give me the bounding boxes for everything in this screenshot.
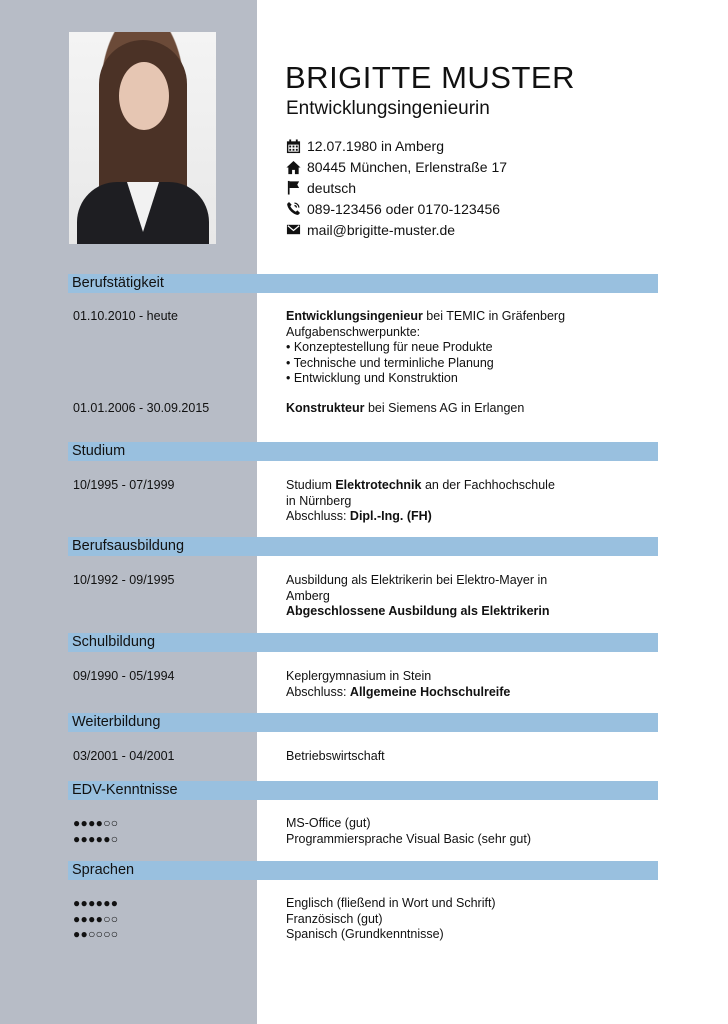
entry-body (286, 573, 550, 620)
contact-address-text: 80445 München, Erlenstraße 17 (307, 159, 508, 176)
language-list (286, 896, 496, 943)
section-schulbildung (68, 633, 658, 652)
section-title: Weiterbildung (72, 714, 161, 730)
section-title: Berufsausbildung (72, 538, 185, 554)
entry-text: Abschluss: (286, 684, 350, 699)
entry-employer: bei Siemens AG in Erlangen (364, 401, 525, 415)
contact-birth (285, 136, 507, 157)
contact-address (285, 157, 507, 178)
rating-dots: ●●●●○○ (73, 911, 119, 926)
section-title: Berufstätigkeit (72, 275, 164, 291)
section-edv (68, 781, 658, 800)
entry-focus-label: Aufgabenschwerpunkte: (286, 324, 421, 339)
entry-degree: Abgeschlossene Ausbildung als Elektrikerin (286, 604, 550, 619)
entry-location: Amberg (286, 588, 330, 603)
entry-text: Abschluss: (286, 509, 350, 524)
calendar-icon (285, 138, 301, 154)
section-sprachen (68, 861, 658, 880)
entry-date: 03/2001 - 04/2001 (73, 749, 175, 763)
contact-phone (285, 198, 507, 219)
skill-ratings (73, 816, 118, 847)
section-title: EDV-Kenntnisse (72, 782, 178, 798)
list-item: • Konzeptestellung für neue Produkte (286, 340, 493, 355)
section-weiterbildung (68, 713, 658, 732)
entry-date: 10/1995 - 07/1999 (73, 478, 175, 492)
entry-body (286, 478, 555, 525)
rating-dots: ●●○○○○ (73, 927, 119, 942)
list-item: Französisch (gut) (286, 911, 383, 926)
home-icon (285, 159, 301, 175)
list-item: Englisch (fließend in Wort und Schrift) (286, 896, 496, 910)
entry-text: Betriebswirtschaft (286, 749, 385, 763)
rating-dots: ●●●●○○ (73, 816, 119, 830)
list-item: Spanisch (Grundkenntnisse) (286, 927, 444, 942)
contact-nationality-text: deutsch (307, 179, 357, 196)
entry-text: Keplergymnasium in Stein (286, 669, 432, 683)
section-berufsausbildung (68, 537, 658, 556)
list-item: MS-Office (gut) (286, 816, 371, 830)
person-name: BRIGITTE MUSTER (285, 60, 575, 95)
entry-date: 09/1990 - 05/1994 (73, 669, 175, 683)
language-ratings (73, 896, 118, 943)
job-title: Entwicklungsingenieurin (286, 98, 490, 119)
mail-icon (285, 222, 301, 238)
list-item: • Technische und terminliche Planung (286, 355, 494, 370)
contact-phone-text: 089-123456 oder 0170-123456 (307, 200, 501, 217)
entry-role: Entwicklungsingenieur (286, 309, 423, 323)
entry-text: Ausbildung als Elektrikerin bei Elektro-Mayer in (286, 573, 548, 587)
entry-subject: Elektrotechnik (335, 478, 422, 492)
section-studium (68, 442, 658, 461)
skill-list (286, 816, 531, 847)
flag-icon (285, 180, 301, 196)
entry-body (286, 669, 510, 700)
entry-date: 01.01.2006 - 30.09.2015 (73, 401, 210, 415)
entry-date: 01.10.2010 - heute (73, 309, 178, 323)
contact-email (285, 219, 507, 240)
entry-date: 10/1992 - 09/1995 (73, 573, 175, 587)
entry-location: in Nürnberg (286, 493, 352, 508)
section-title: Schulbildung (72, 634, 156, 650)
entry-body (286, 309, 565, 387)
rating-dots: ●●●●●● (73, 896, 119, 910)
entry-body (286, 401, 524, 417)
entry-employer: bei TEMIC in Gräfenberg (422, 309, 566, 323)
contact-list (285, 136, 507, 240)
contact-birth-text: 12.07.1980 in Amberg (307, 138, 444, 155)
profile-photo (69, 32, 216, 244)
contact-nationality (285, 178, 507, 199)
entry-degree: Dipl.-Ing. (FH) (349, 509, 432, 524)
entry-body (286, 749, 385, 765)
rating-dots: ●●●●●○ (73, 831, 119, 846)
section-berufstaetigkeit (68, 274, 658, 293)
entry-role: Konstrukteur (286, 401, 365, 415)
entry-degree: Allgemeine Hochschulreife (349, 684, 511, 699)
contact-email-text: mail@brigitte-muster.de (307, 221, 456, 238)
section-title: Studium (72, 443, 126, 459)
list-item: • Entwicklung und Konstruktion (286, 371, 458, 386)
phone-icon (285, 201, 301, 217)
photo-face (119, 62, 169, 130)
entry-text: Studium (286, 478, 336, 492)
entry-text: an der Fachhochschule (421, 478, 555, 492)
section-title: Sprachen (72, 862, 135, 878)
list-item: Programmiersprache Visual Basic (sehr gut) (286, 831, 532, 846)
